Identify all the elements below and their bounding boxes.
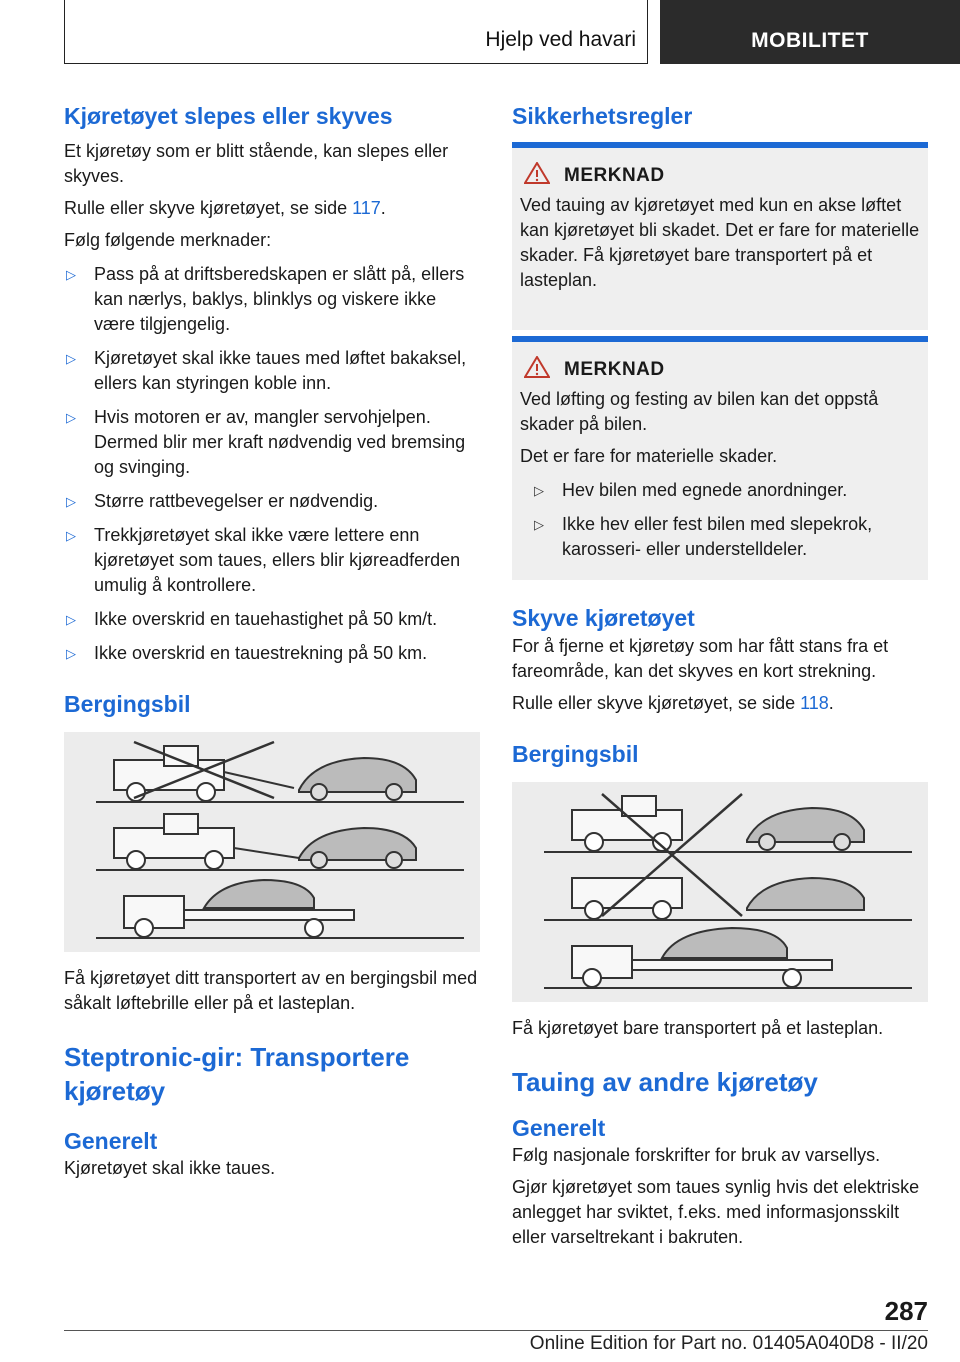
list-item: ▷ Trekkjøretøyet skal ikke være lettere enn kjøretøyet som taues, ellers blir kjøreadferden umulig å kontrollere. <box>66 525 461 595</box>
list-item: ▷ Kjøretøyet skal ikke taues med løftet bakaksel, ellers kan styringen koble inn. <box>66 348 467 393</box>
list-item: ▷ Ikke overskrid en tauestrekning på 50 km. <box>64 641 480 666</box>
warning-triangle-icon <box>524 356 550 383</box>
heading-steptronic: Steptronic-gir: Transportere kjøretøy <box>64 1042 410 1106</box>
paragraph-push: For å fjerne et kjøretøy som har fått stans fra et fareområde, kan det skyves en kort strekning. <box>512 636 889 681</box>
paragraph-not-tow: Kjøretøyet skal ikke taues. <box>64 1158 276 1178</box>
list-item: ▷ Hev bilen med egnede anordninger. <box>532 478 920 503</box>
list-item: ▷ Hvis motoren er av, mangler servohjelpen. Dermed blir mer kraft nødvendig ved bremsing og svinging. <box>66 407 466 477</box>
triangle-bullet-icon: ▷ <box>66 528 76 543</box>
paragraph-follow-notes: Følg følgende merknader: <box>64 230 272 250</box>
footer-divider <box>64 1330 928 1331</box>
notice-list <box>520 478 920 562</box>
notice-box <box>512 142 928 330</box>
notice-text: Ved tauing av kjøretøyet med kun en akse løftet kan kjøretøyet bli skadet. Det er fare for materielle skader. Få kjøretøyet bare transportert på et lasteplan. <box>520 195 920 290</box>
header-section-title: Hjelp ved havari <box>485 28 636 51</box>
heading-push-vehicle: Skyve kjøretøyet <box>512 605 695 631</box>
triangle-bullet-icon: ▷ <box>66 351 76 366</box>
heading-tow-truck: Bergingsbil <box>64 691 191 717</box>
warning-triangle-icon <box>524 162 550 189</box>
heading-tow-push: Kjøretøyet slepes eller skyves <box>64 103 393 129</box>
notice-text: Ved løfting og festing av bilen kan det oppstå skader på bilen. <box>520 389 879 434</box>
page-link-118[interactable]: 118 <box>800 693 829 713</box>
triangle-bullet-icon: ▷ <box>66 267 76 282</box>
list-item: ▷ Pass på at driftsberedskapen er slått på, ellers kan nærlys, baklys, blinklys og viskere ikke være tilgjengelig. <box>66 264 465 334</box>
footer-edition: Online Edition for Part no. 01405A040D8 - II/20 <box>529 1333 928 1354</box>
list-item: ▷ Ikke overskrid en tauehastighet på 50 km/t. <box>64 607 480 632</box>
notice-label: MERKNAD <box>564 164 665 186</box>
heading-towing-others: Tauing av andre kjøretøy <box>512 1067 818 1097</box>
triangle-bullet-icon: ▷ <box>66 612 76 627</box>
paragraph-visibility: Gjør kjøretøyet som taues synlig hvis det elektriske anlegget har sviktet, f.eks. med informasjonsskilt eller varseltrekant i bakruten. <box>512 1177 920 1247</box>
page-number: 287 <box>884 1296 928 1326</box>
heading-general: Generelt <box>64 1128 158 1154</box>
paragraph-roll-push: Rulle eller skyve kjøretøyet, se side 118. <box>512 693 834 713</box>
tow-truck-illustration <box>512 782 928 1002</box>
triangle-bullet-icon: ▷ <box>534 483 544 498</box>
notes-list <box>64 262 480 666</box>
paragraph-warning-lights: Følg nasjonale forskrifter for bruk av varsellys. <box>512 1145 881 1165</box>
paragraph-roll-push: Rulle eller skyve kjøretøyet, se side 117. <box>64 198 386 218</box>
heading-tow-truck: Bergingsbil <box>512 741 639 767</box>
caption-tow-truck: Få kjøretøyet ditt transportert av en bergingsbil med såkalt løftebrille eller på et lasteplan. <box>64 968 478 1013</box>
caption-tow-truck: Få kjøretøyet bare transportert på et lasteplan. <box>512 1018 884 1038</box>
list-item: ▷ Større rattbevegelser er nødvendig. <box>64 489 480 514</box>
right-column <box>512 100 928 1250</box>
heading-safety-rules: Sikkerhetsregler <box>512 103 693 129</box>
notice-text: Det er fare for materielle skader. <box>520 446 778 466</box>
header-chapter-tab: MOBILITET <box>660 0 960 64</box>
left-column <box>64 100 480 1181</box>
triangle-bullet-icon: ▷ <box>66 494 76 509</box>
notice-label: MERKNAD <box>564 358 665 380</box>
triangle-bullet-icon: ▷ <box>66 410 76 425</box>
triangle-bullet-icon: ▷ <box>66 646 76 661</box>
notice-box <box>512 336 928 580</box>
page-link-117[interactable]: 117 <box>352 198 381 218</box>
paragraph-intro: Et kjøretøy som er blitt stående, kan slepes eller skyves. <box>64 141 449 186</box>
list-item: ▷ Ikke hev eller fest bilen med slepekrok, karosseri- eller understelldeler. <box>534 514 873 559</box>
heading-general: Generelt <box>512 1115 606 1141</box>
triangle-bullet-icon: ▷ <box>534 517 544 532</box>
tow-truck-illustration <box>64 732 480 952</box>
